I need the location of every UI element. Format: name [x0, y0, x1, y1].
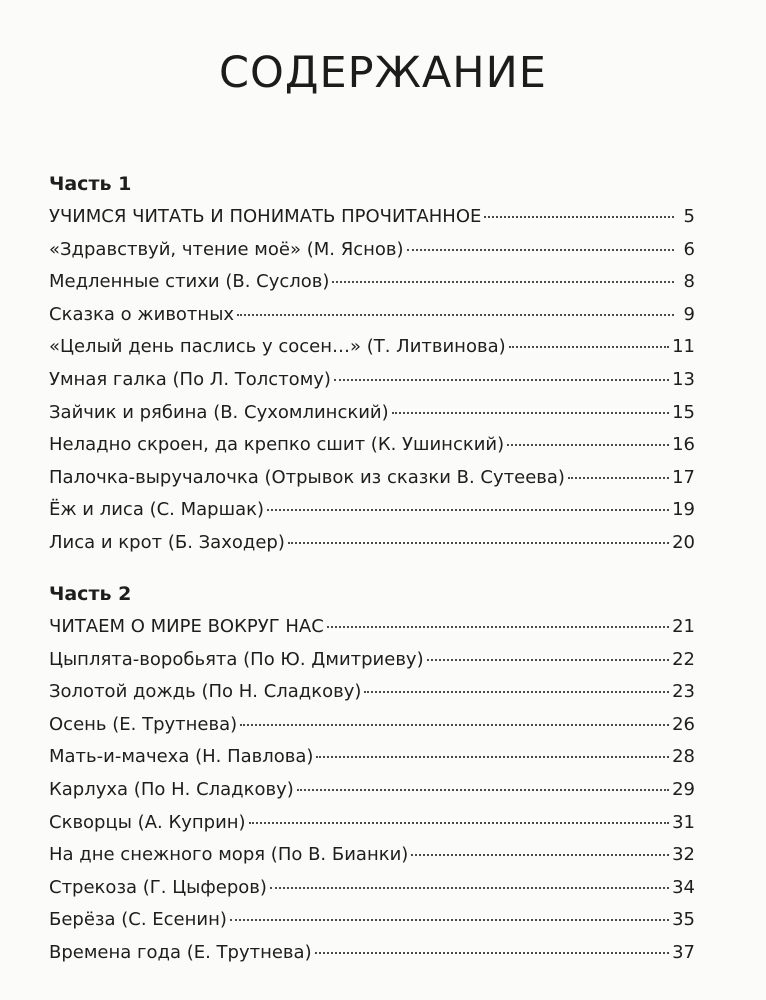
- toc-entry-row: [49, 266, 695, 299]
- dot-leader: [484, 216, 674, 218]
- dot-leader: [327, 626, 669, 628]
- dot-leader: [249, 822, 670, 824]
- toc-page-number: 9: [683, 303, 695, 325]
- toc-page-number: 26: [672, 713, 695, 735]
- toc-entry-row: [49, 397, 695, 430]
- toc-entry-row: [49, 234, 695, 267]
- toc-entry-row: [49, 644, 695, 677]
- toc-page-number: 37: [672, 941, 695, 963]
- toc-page-number: 28: [672, 746, 695, 768]
- toc-entry-title: Палочка-выручалочка (Отрывок из сказки В. Сутеева): [49, 466, 565, 488]
- dot-leader: [411, 854, 669, 856]
- dot-leader: [315, 952, 670, 954]
- toc-page-number: 13: [672, 368, 695, 390]
- part-2-list: [49, 611, 695, 970]
- part-2-heading: Часть 2: [49, 583, 132, 605]
- toc-entry-title: Зайчик и рябина (В. Сухомлинский): [49, 401, 389, 423]
- dot-leader: [507, 444, 669, 446]
- toc-entry-row: [49, 364, 695, 397]
- toc-page-number: 19: [672, 499, 695, 521]
- toc-page-number: 15: [672, 401, 695, 423]
- toc-entry-title: «Здравствуй, чтение моё» (М. Яснов): [49, 238, 404, 260]
- toc-entry-title: УЧИМСЯ ЧИТАТЬ И ПОНИМАТЬ ПРОЧИТАННОЕ: [49, 206, 482, 227]
- dot-leader: [267, 509, 669, 511]
- page-title: СОДЕРЖАНИЕ: [219, 48, 547, 98]
- toc-page-number: 35: [672, 909, 695, 931]
- toc-page-number: 22: [672, 648, 695, 670]
- dot-leader: [392, 412, 669, 414]
- toc-entry-title: Сказка о животных: [49, 303, 235, 325]
- toc-page-number: 32: [672, 844, 695, 866]
- dot-leader: [364, 691, 669, 693]
- toc-entry-row: [49, 527, 695, 560]
- dot-leader: [297, 789, 669, 791]
- toc-entry-title: Золотой дождь (По Н. Сладкову): [49, 681, 362, 703]
- toc-entry-row: [49, 709, 695, 742]
- toc-entry-row: [49, 774, 695, 807]
- dot-leader: [288, 542, 669, 544]
- toc-page-number: 23: [672, 681, 695, 703]
- part-1-heading: Часть 1: [49, 173, 132, 195]
- toc-entry-title: Лиса и крот (Б. Заходер): [49, 531, 285, 553]
- toc-entry-row: [49, 331, 695, 364]
- toc-entry-title: Умная галка (По Л. Толстому): [49, 368, 331, 390]
- toc-entry-title: «Целый день паслись у сосен…» (Т. Литвинова): [49, 336, 506, 358]
- toc-page-number: 31: [672, 811, 695, 833]
- toc-entry-title: Берёза (С. Есенин): [49, 909, 227, 931]
- dot-leader: [270, 887, 669, 889]
- toc-entry-title: ЧИТАЕМ О МИРЕ ВОКРУГ НАС: [49, 616, 324, 637]
- toc-entry-row: [49, 299, 695, 332]
- toc-entry-row: [49, 839, 695, 872]
- dot-leader: [427, 659, 669, 661]
- toc-entry-title: Карлуха (По Н. Сладкову): [49, 778, 294, 800]
- toc-entry-row: [49, 937, 695, 970]
- toc-entry-title: Осень (Е. Трутнева): [49, 713, 238, 735]
- toc-page-number: 6: [683, 238, 695, 260]
- toc-entry-title: Цыплята-воробьята (По Ю. Дмитриеву): [49, 648, 424, 670]
- toc-section-row: [49, 201, 695, 234]
- toc-entry-row: [49, 807, 695, 840]
- dot-leader: [237, 314, 674, 316]
- toc-page-number: 11: [672, 336, 695, 358]
- toc-entry-row: [49, 741, 695, 774]
- toc-section-row: [49, 611, 695, 644]
- toc-entry-row: [49, 429, 695, 462]
- dot-leader: [407, 249, 674, 251]
- toc-entry-row: [49, 676, 695, 709]
- toc-entry-title: Ёж и лиса (С. Маршак): [49, 499, 264, 521]
- toc-page-number: 16: [672, 434, 695, 456]
- toc-page-number: 34: [672, 876, 695, 898]
- toc-entry-title: Стрекоза (Г. Цыферов): [49, 876, 267, 898]
- dot-leader: [334, 379, 669, 381]
- toc-entry-title: На дне снежного моря (По В. Бианки): [49, 844, 409, 866]
- toc-entry-title: Медленные стихи (В. Суслов): [49, 271, 330, 293]
- toc-entry-row: [49, 462, 695, 495]
- dot-leader: [240, 724, 669, 726]
- toc-entry-row: [49, 904, 695, 937]
- toc-entry-row: [49, 494, 695, 527]
- toc-entry-title: Скворцы (А. Куприн): [49, 811, 246, 833]
- dot-leader: [509, 346, 669, 348]
- dot-leader: [230, 919, 669, 921]
- toc-page-number: 5: [683, 206, 695, 227]
- toc-entry-title: Неладно скроен, да крепко сшит (К. Ушинский): [49, 434, 505, 456]
- dot-leader: [332, 281, 674, 283]
- toc-page-number: 20: [672, 531, 695, 553]
- toc-page-number: 21: [672, 616, 695, 637]
- dot-leader: [568, 477, 669, 479]
- dot-leader: [316, 756, 669, 758]
- toc-entry-title: Времена года (Е. Трутнева): [49, 941, 312, 963]
- toc-entry-row: [49, 872, 695, 905]
- toc-page-number: 8: [683, 271, 695, 293]
- toc-page-number: 17: [672, 466, 695, 488]
- part-1-list: [49, 201, 695, 560]
- toc-page-number: 29: [672, 778, 695, 800]
- toc-entry-title: Мать-и-мачеха (Н. Павлова): [49, 746, 314, 768]
